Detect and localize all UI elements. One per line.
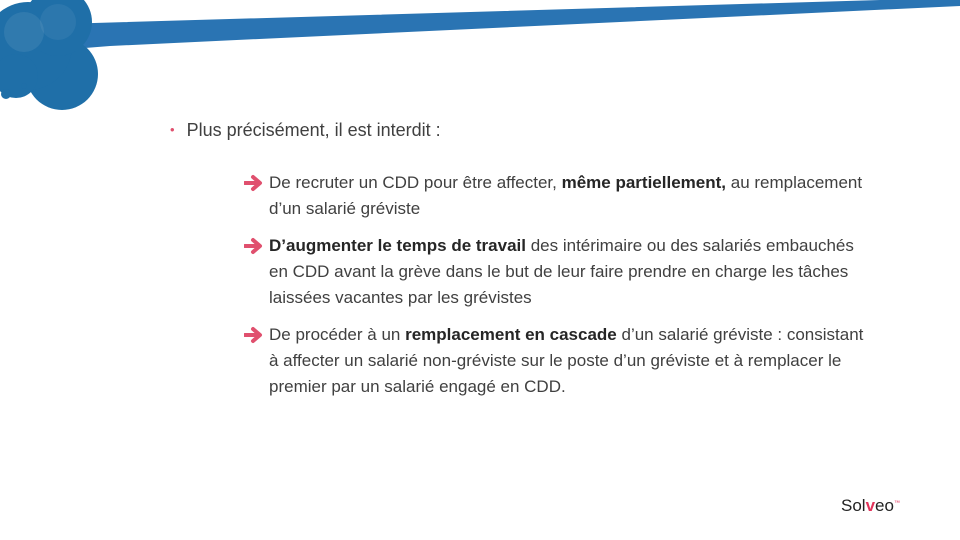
- cloud-banner-decoration: [0, 0, 960, 120]
- emphasis: remplacement en cascade: [405, 325, 617, 344]
- main-bullet: [170, 120, 441, 141]
- header-banner: [60, 0, 960, 50]
- cloud-dot: [1, 89, 11, 99]
- solveo-logo: Solveo™: [841, 496, 900, 515]
- list-item: D’augmenter le temps de travail des intérimaire ou des salariés embauchés en CDD avant la grève dans le but de leur faire prendre en charge les tâches laissées vacantes par les grévistes: [244, 233, 864, 311]
- right-arrow-icon: [244, 174, 264, 192]
- emphasis: D’augmenter le temps de travail: [269, 236, 526, 255]
- right-arrow-icon: [244, 326, 264, 344]
- sub-list: [244, 170, 864, 411]
- cloud-dot-small: [21, 83, 27, 89]
- right-arrow-icon: [244, 237, 264, 255]
- emphasis: même partiellement,: [561, 173, 727, 192]
- list-item: De recruter un CDD pour être affecter, même partiellement, au remplacement d’un salarié gréviste: [244, 170, 864, 222]
- bullet-icon: •: [170, 122, 175, 137]
- heading-text: Plus précisément, il est interdit :: [186, 120, 441, 140]
- list-item: De procéder à un remplacement en cascade d’un salarié gréviste : consistant à affecter un salarié non-gréviste sur le poste d’un gréviste et à remplacer le premier par un salarié engagé en CDD.: [244, 322, 864, 400]
